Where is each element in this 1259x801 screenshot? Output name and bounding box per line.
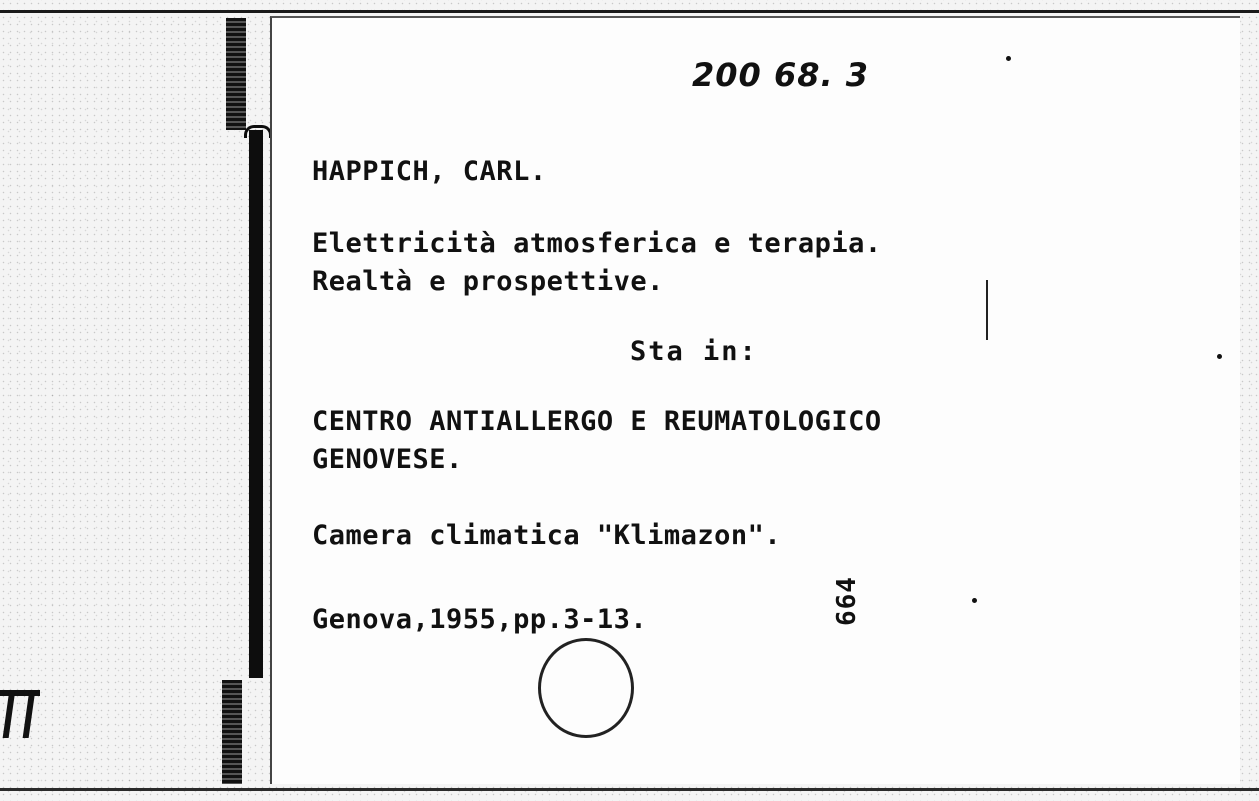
stamp-circle (538, 638, 634, 738)
card-bottom-edge (0, 788, 1259, 791)
author-heading: HAPPICH, CARL. (312, 156, 547, 187)
speck-dot (1217, 354, 1222, 359)
imprint-line: Genova,1955,pp.3-13. (312, 604, 648, 635)
binder-tab-bottom (222, 680, 242, 784)
catalog-card (270, 16, 1240, 784)
binder-tab-top (226, 18, 246, 130)
speck-dot (972, 598, 977, 603)
side-number: 664 (832, 576, 862, 626)
binder-strip (249, 130, 263, 678)
host-line-2: GENOVESE. (312, 444, 463, 475)
title-line-1: Elettricità atmosferica e terapia. (312, 228, 882, 259)
card-top-edge (0, 10, 1259, 13)
speck-dot (1006, 56, 1011, 61)
in-label: Sta in: (630, 336, 758, 367)
call-number: 200 68. 3 (692, 56, 870, 94)
margin-tick (986, 280, 988, 340)
title-line-2: Realtà e prospettive. (312, 266, 664, 297)
host-line-1: CENTRO ANTIALLERGO E REUMATOLOGICO (312, 406, 882, 437)
stray-mark (0, 690, 40, 742)
subtitle-line: Camera climatica "Klimazon". (312, 520, 782, 551)
